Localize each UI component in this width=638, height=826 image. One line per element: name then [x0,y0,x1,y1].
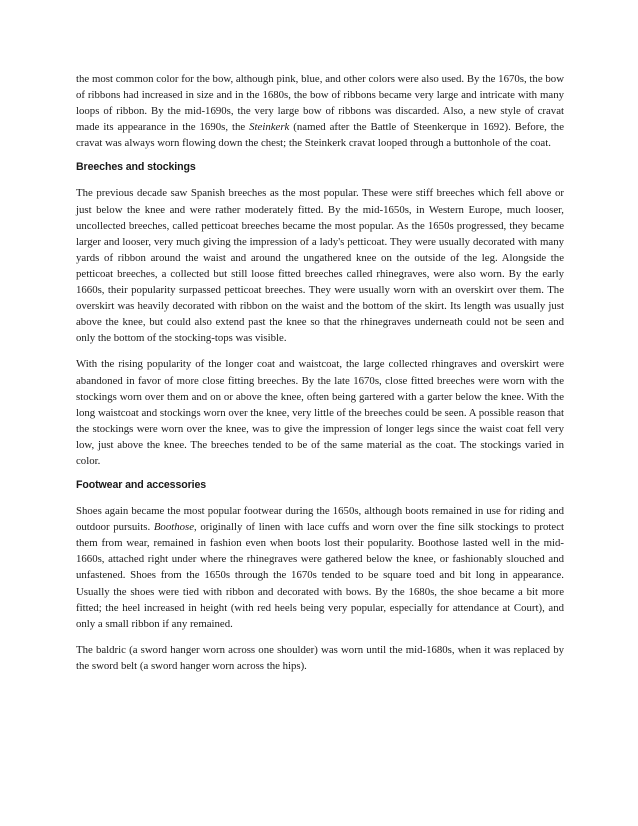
paragraph-cravat [76,71,564,151]
paragraph-breeches-2: With the rising popularity of the longer coat and waistcoat, the large collected rhingraves and overskirt were abandoned in favor of more close fitting breeches. By the late 1670s, close fitted breeches were worn with the stockings worn over them and on or above the knee, often being gartered with a garter below the knee. With the long waistcoat and stockings worn over the knee, very little of the breeches could be seen. A possible reason that the stockings were worn over the knee, was to give the impression of longer legs since the waist coat fell very low, just above the knee. The breeches tended to be of the same material as the coat. The stockings varied in color. [76,358,564,467]
paragraph-footwear [76,503,564,632]
paragraph-cravat-text-b: (named after the Battle of Steenkerque in 1692). Before, the cravat was always worn flowing down the chest; the Steinkerk cravat looped through a buttonhole of the coat. [76,121,564,150]
boothose-italic: Boothose [153,521,195,534]
paragraph-footwear-text-a: Shoes again became the most popular footwear during the 1650s, although boots remained in use for riding and outdoor pursuits. [76,505,564,534]
paragraph-footwear-text-b: , originally of linen with lace cuffs and worn over the fine silk stockings to protect them from wear, remained in fashion even when boots lost their popularity. Boothose lasted well in the mid-1660s, attached right under where the rhinegraves were gathered below the knee, or fashionably slouched and unfastened. Shoes from the 1650s through the 1670s tended to be square toed and bit long in appearance. Usually the shoes were tied with ribbon and decorated with bows. By the 1680s, the shoe became a bit more fitted; the heel increased in height (with red heels being very popular, especially for attendance at Court), and only a small ribbon if any remained. [76,521,564,630]
heading-breeches-and-stockings: Breeches and stockings [76,161,196,174]
paragraph-baldric: The baldric (a sword hanger worn across one shoulder) was worn until the mid-1680s, when it was replaced by the sword belt (a sword hanger worn across the hips). [76,643,564,672]
paragraph-breeches-1: The previous decade saw Spanish breeches as the most popular. These were stiff breeches which fell above or just below the knee and were rather moderately fitted. By the mid-1650s, in Western Europe, much looser, uncollected breeches, called petticoat breeches became the most popular. As the 1650s progressed, they became larger and looser, very much giving the impression of a lady's petticoat. They were usually decorated with many yards of ribbon around the waist and around the ungathered knee on the outside of the leg. Alongside the petticoat breeches, a collected but still loose fitted breeches called rhinegraves, were also worn. By the early 1660s, their popularity surpassed petticoat breeches. They were usually worn with an overskirt over them. The overskirt was heavily decorated with ribbon on the waist and the bottom of the skirt. Its length was usually just above the knee, but could also extend past the knee so that the rhinegraves underneath could not be seen and only the bottom of the stocking-tops was visible. [76,187,564,345]
document-body [76,71,564,684]
paragraph-cravat-text-a: the most common color for the bow, although pink, blue, and other colors were also used. By the 1670s, the bow of ribbons had increased in size and in the 1680s, the bow of ribbons became very large and intricate with many loops of ribbon. By the mid-1690s, the very large bow of ribbons was discarded. Also, a new style of cravat made its appearance in the 1690s, the [76,73,564,134]
steinkerk-italic: Steinkerk [249,121,290,134]
heading-footwear-and-accessories: Footwear and accessories [76,479,207,492]
